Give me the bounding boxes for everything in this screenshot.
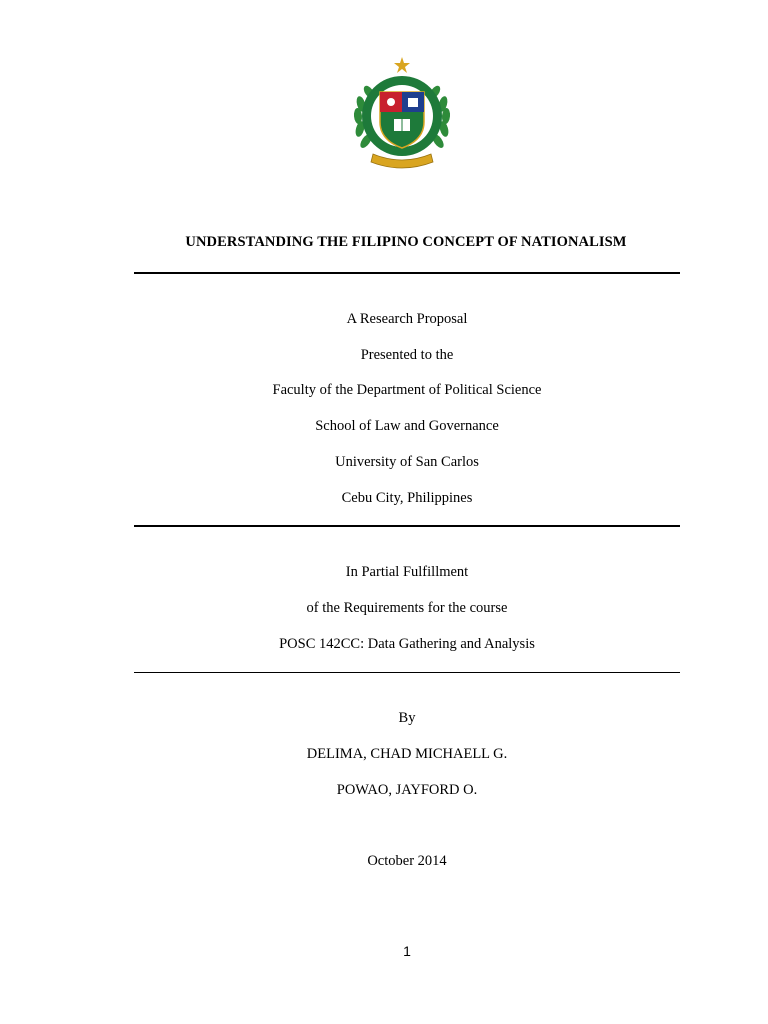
school-name: School of Law and Governance: [315, 418, 499, 434]
page-number: 1: [403, 943, 411, 959]
date: October 2014: [367, 853, 447, 869]
university-name: University of San Carlos: [335, 454, 479, 470]
divider-line: [134, 525, 680, 527]
requirements-line: of the Requirements for the course: [306, 600, 508, 616]
divider-line: [134, 272, 680, 274]
university-seal-logo: [347, 54, 457, 174]
faculty-department: Faculty of the Department of Political Science: [272, 382, 542, 398]
course-name: POSC 142CC: Data Gathering and Analysis: [279, 636, 535, 652]
thesis-title: UNDERSTANDING THE FILIPINO CONCEPT OF NATIONALISM: [185, 234, 627, 250]
fulfillment-line: In Partial Fulfillment: [345, 564, 469, 580]
proposal-type: A Research Proposal: [346, 311, 468, 327]
by-label: By: [398, 710, 416, 726]
author-name: POWAO, JAYFORD O.: [336, 782, 478, 798]
location: Cebu City, Philippines: [341, 490, 473, 506]
author-name: DELIMA, CHAD MICHAELL G.: [306, 746, 508, 762]
presented-to: Presented to the: [360, 347, 454, 363]
divider-line: [134, 672, 680, 673]
